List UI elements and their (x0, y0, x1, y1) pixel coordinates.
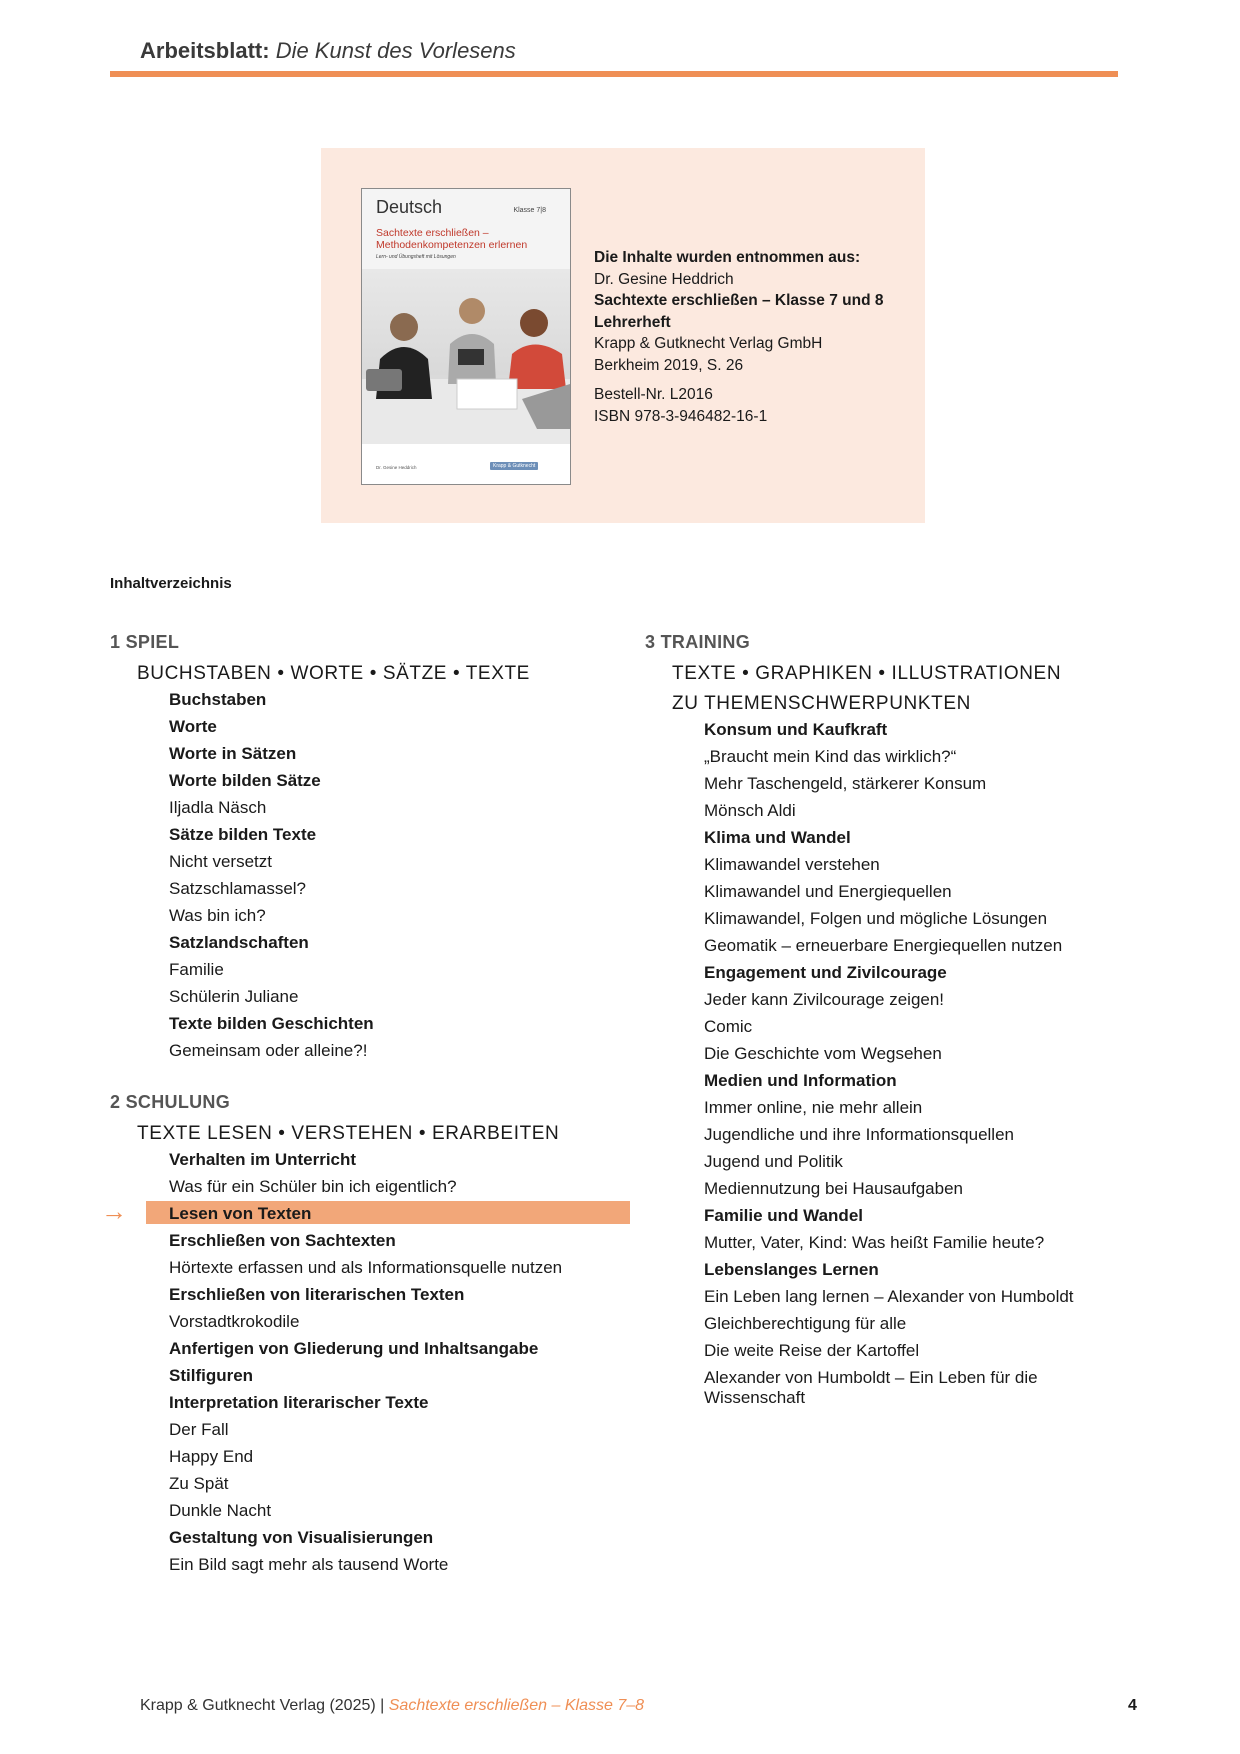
toc-section-3 (645, 632, 1145, 1415)
toc-item: Interpretation literarischer Texte (169, 1393, 429, 1412)
toc-item: Konsum und Kaufkraft (704, 720, 888, 739)
toc-item: Familie (169, 960, 224, 979)
section-heading: 2 SCHULUNG (110, 1092, 231, 1112)
toc-item: Die Geschichte vom Wegsehen (704, 1044, 942, 1063)
students-photo-icon (362, 269, 570, 444)
toc-item: Die weite Reise der Kartoffel (704, 1341, 920, 1360)
toc-item: Alexander von Humboldt – Ein Leben für die Wissenschaft (704, 1368, 1038, 1407)
toc-item: Worte in Sätzen (169, 744, 297, 763)
page-header (140, 38, 516, 64)
source-book-title: Sachtexte erschließen – Klasse 7 und 8 (594, 292, 884, 309)
toc-item: Texte bilden Geschichten (169, 1014, 374, 1033)
toc-item: Geomatik – erneuerbare Energiequellen nutzen (704, 936, 1063, 955)
toc-item: Klimawandel und Energiequellen (704, 882, 952, 901)
section-subheading: BUCHSTABEN • WORTE • SÄTZE • TEXTE (137, 663, 530, 684)
cover-subtitle-line1: Sachtexte erschließen – (376, 227, 489, 239)
toc-item: Ein Leben lang lernen – Alexander von Humboldt (704, 1287, 1074, 1306)
toc-item: Mehr Taschengeld, stärkerer Konsum (704, 774, 987, 793)
toc-item-highlighted (101, 1196, 630, 1231)
toc-item: Jugend und Politik (704, 1152, 843, 1171)
toc-item: Mediennutzung bei Hausaufgaben (704, 1179, 963, 1198)
footer-publisher: Krapp & Gutknecht Verlag (2025) | (140, 1697, 385, 1714)
toc-item: Erschließen von Sachtexten (169, 1231, 396, 1250)
toc-item: Was für ein Schüler bin ich eigentlich? (169, 1177, 457, 1196)
toc-item: Dunkle Nacht (169, 1501, 272, 1520)
toc-item: Satzschlamassel? (169, 879, 307, 898)
toc-item: Lebenslanges Lernen (704, 1260, 879, 1279)
toc-item: Gleichberechtigung für alle (704, 1314, 907, 1333)
source-place-year: Berkheim 2019, S. 26 (594, 356, 744, 374)
header-label: Arbeitsblatt: (140, 38, 270, 63)
section-heading: 3 TRAINING (645, 632, 751, 652)
header-divider (110, 71, 1118, 77)
toc-item: Zu Spät (169, 1474, 229, 1493)
toc-item: Klima und Wandel (704, 828, 851, 847)
section-items (110, 690, 630, 1068)
toc-item: Jeder kann Zivilcourage zeigen! (704, 990, 945, 1009)
section-subheading: TEXTE • GRAPHIKEN • ILLUSTRATIONEN (672, 663, 1062, 684)
footer-book: Sachtexte erschließen – Klasse 7–8 (388, 1697, 645, 1714)
toc-item: Stilfiguren (169, 1366, 254, 1385)
toc-item: Engagement und Zivilcourage (704, 963, 947, 982)
source-info (594, 247, 883, 427)
page-number: 4 (1128, 1697, 1137, 1714)
cover-bottom (362, 444, 570, 484)
toc-item: Was bin ich? (169, 906, 266, 925)
source-author: Dr. Gesine Heddrich (594, 270, 734, 288)
cover-klasse: Klasse 7|8 (513, 207, 546, 214)
cover-description: Lern- und Übungsheft mit Lösungen (376, 254, 456, 260)
toc-item: Sätze bilden Texte (169, 825, 317, 844)
toc-item: Iljadla Näsch (169, 798, 267, 817)
toc-item: Mutter, Vater, Kind: Was heißt Familie heute? (704, 1233, 1045, 1252)
section-items (101, 1150, 630, 1582)
footer (140, 1697, 644, 1715)
toc-item: Gestaltung von Visualisierungen (169, 1528, 434, 1547)
cover-photo (362, 269, 570, 444)
toc-title: Inhaltverzeichnis (110, 575, 232, 592)
section-heading: 1 SPIEL (110, 632, 180, 652)
toc-item: Klimawandel verstehen (704, 855, 880, 874)
toc-item: Schülerin Juliane (169, 987, 299, 1006)
section-subheading: TEXTE LESEN • VERSTEHEN • ERARBEITEN (137, 1123, 560, 1144)
toc-section-2 (101, 1092, 630, 1582)
header-title: Die Kunst des Vorlesens (275, 38, 516, 63)
section-items (645, 720, 1145, 1415)
toc-item: Buchstaben (169, 690, 267, 709)
toc-item: Verhalten im Unterricht (169, 1150, 357, 1169)
toc-item: Vorstadtkrokodile (169, 1312, 300, 1331)
book-cover-image (361, 188, 571, 485)
toc-item: Anfertigen von Gliederung und Inhaltsangabe (169, 1339, 539, 1358)
toc-item: Satzlandschaften (169, 933, 309, 952)
toc-item: Ein Bild sagt mehr als tausend Worte (169, 1555, 449, 1574)
section-subheading-2: ZU THEMENSCHWERPUNKTEN (672, 693, 971, 714)
toc-item: „Braucht mein Kind das wirklich?“ (704, 747, 957, 766)
toc-section-1 (110, 632, 630, 1068)
toc-item: Jugendliche und ihre Informationsquellen (704, 1125, 1014, 1144)
toc-item: Der Fall (169, 1420, 229, 1439)
toc-item: Klimawandel, Folgen und mögliche Lösungen (704, 909, 1048, 928)
toc-item: Worte bilden Sätze (169, 771, 321, 790)
toc-item: Mönsch Aldi (704, 801, 796, 820)
source-edition: Lehrerheft (594, 313, 671, 331)
cover-subtitle (376, 227, 527, 251)
toc-item: Comic (704, 1017, 753, 1036)
toc-item: Erschließen von literarischen Texten (169, 1285, 465, 1304)
source-order-no: Bestell-Nr. L2016 (594, 386, 713, 403)
toc-item: Gemeinsam oder alleine?! (169, 1041, 368, 1060)
cover-title: Deutsch (376, 197, 443, 217)
toc-item: Nicht versetzt (169, 852, 272, 871)
toc-item-text: Lesen von Texten (169, 1204, 312, 1223)
arrow-right-icon: → (101, 1196, 127, 1226)
publisher-logo: Krapp & Gutknecht (490, 462, 538, 470)
cover-subtitle-line2: Methodenkompetenzen erlernen (376, 239, 528, 251)
toc-item: Happy End (169, 1447, 254, 1466)
source-intro: Die Inhalte wurden entnommen aus: (594, 249, 861, 266)
toc-item: Hörtexte erfassen und als Informationsquelle nutzen (169, 1258, 563, 1277)
cover-author: Dr. Gesine Heddrich (376, 465, 417, 470)
toc-item: Familie und Wandel (704, 1206, 863, 1225)
source-isbn: ISBN 978-3-946482-16-1 (594, 407, 768, 425)
toc-item: Worte (169, 717, 217, 736)
toc-item: Medien und Information (704, 1071, 897, 1090)
source-publisher: Krapp & Gutknecht Verlag GmbH (594, 335, 823, 352)
toc-item: Immer online, nie mehr allein (704, 1098, 923, 1117)
